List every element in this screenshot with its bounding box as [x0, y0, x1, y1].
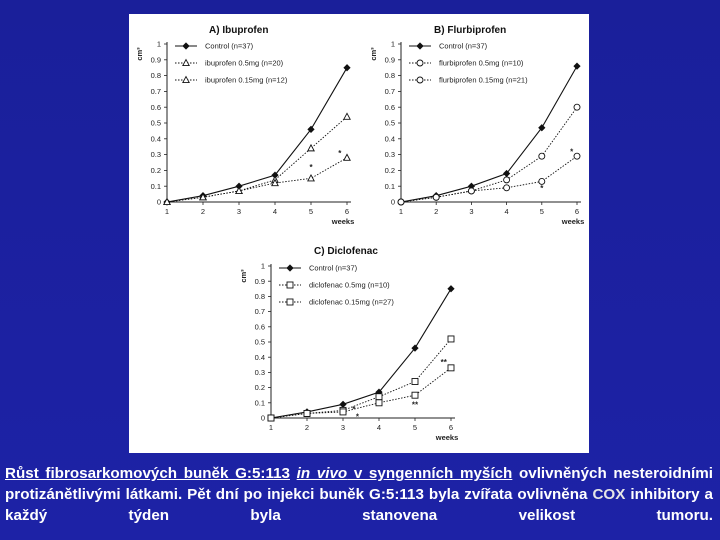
y-axis-label: cm³: [135, 47, 144, 61]
y-tick-label: 0.1: [254, 398, 265, 408]
data-point: [340, 409, 346, 415]
data-point: [433, 194, 439, 200]
significance-mark: **: [411, 400, 419, 410]
legend-marker: [417, 60, 423, 66]
chart-panel-2: [369, 25, 584, 226]
x-tick-label: 4: [272, 207, 278, 216]
series-line-3: [271, 368, 451, 418]
legend-entry: ibuprofen 0.5mg (n=20): [205, 58, 284, 68]
legend-marker: [287, 265, 293, 271]
y-tick-label: 0.3: [150, 150, 161, 160]
x-tick-label: 2: [200, 207, 206, 216]
chart-title: B) Flurbiprofen: [434, 25, 507, 36]
y-tick-label: 0.7: [150, 87, 161, 96]
legend-marker: [287, 282, 293, 288]
caption-part-2: [290, 465, 297, 482]
x-tick-label: 5: [412, 423, 418, 432]
data-point: [344, 154, 350, 160]
data-point: [340, 401, 346, 407]
series-line-3: [167, 158, 347, 202]
x-tick-label: 6: [448, 423, 454, 432]
data-point: [268, 415, 274, 421]
data-point: [468, 188, 474, 194]
data-point: [574, 104, 580, 110]
data-point: [308, 175, 314, 181]
x-tick-label: 1: [268, 423, 274, 432]
caption-part-4: v syngenních myších: [347, 465, 513, 482]
y-tick-label: 0.5: [384, 118, 395, 128]
caption-part-3: in vivo: [296, 465, 348, 482]
chart-title: A) Ibuprofen: [209, 25, 269, 36]
x-axis-label: weeks: [435, 433, 459, 442]
series-line-1: [271, 289, 451, 418]
series-line-3: [401, 156, 577, 202]
x-tick-label: 6: [574, 207, 580, 216]
significance-mark: *: [570, 147, 574, 157]
x-tick-label: 4: [376, 423, 382, 432]
series-line-2: [401, 107, 577, 202]
series-line-1: [401, 66, 577, 202]
caption-part-7: inhibitory a každý týden byla stanovena velikost tumoru.: [5, 486, 713, 524]
y-axis-label: cm³: [239, 269, 248, 283]
data-point: [448, 336, 454, 342]
y-tick-label: 1: [390, 39, 395, 49]
data-point: [376, 400, 382, 406]
y-tick-label: 0: [390, 197, 395, 207]
legend-entry: Control (n=37): [309, 263, 358, 273]
data-point: [308, 145, 314, 151]
chart-title: C) Diclofenac: [314, 246, 378, 257]
y-tick-label: 0.8: [150, 71, 161, 81]
y-tick-label: 0.3: [254, 368, 265, 377]
y-tick-label: 0.6: [254, 322, 265, 332]
legend-marker: [183, 43, 189, 49]
significance-mark: **: [440, 357, 447, 367]
series-line-1: [167, 68, 347, 202]
y-tick-label: 0.6: [150, 102, 161, 112]
y-tick-label: 0: [156, 197, 161, 207]
significance-mark: *: [309, 163, 313, 173]
data-point: [344, 65, 350, 71]
y-tick-label: 0.4: [254, 352, 265, 362]
data-point: [304, 410, 310, 416]
legend-marker: [417, 43, 423, 49]
significance-mark: *: [540, 183, 544, 193]
legend-entry: flurbiprofen 0.15mg (n=21): [439, 75, 528, 85]
data-point: [376, 394, 382, 400]
significance-mark: *: [338, 149, 342, 159]
x-tick-label: 5: [308, 207, 314, 216]
y-tick-label: 0.7: [254, 307, 265, 317]
x-tick-label: 3: [236, 207, 242, 216]
x-tick-label: 1: [398, 207, 404, 216]
significance-mark: *: [355, 412, 359, 422]
series-line-2: [271, 339, 451, 418]
x-tick-label: 3: [469, 207, 474, 216]
y-tick-label: 0.9: [384, 55, 395, 65]
legend-entry: diclofenac 0.5mg (n=10): [309, 280, 390, 290]
data-point: [504, 185, 510, 191]
data-point: [448, 365, 454, 371]
y-tick-label: 0.2: [150, 166, 161, 175]
legend-entry: ibuprofen 0.15mg (n=12): [205, 75, 288, 85]
caption-part-1: Růst fibrosarkomových buněk G:5:113: [5, 465, 290, 482]
x-tick-label: 2: [434, 207, 439, 216]
data-point: [412, 392, 418, 398]
x-axis-label: weeks: [561, 217, 585, 226]
caption-part-5: ovlivněných nesteroidními protizánětlivými látkami. Pět dní po injekci buněk G:5:113 byla zvířata ovlivněna: [5, 465, 713, 503]
y-tick-label: 0.5: [254, 337, 265, 347]
y-tick-label: 0.8: [384, 71, 395, 81]
chart-figure: [129, 14, 589, 453]
data-point: [448, 286, 454, 292]
chart-panel-1: [135, 25, 354, 226]
x-tick-label: 3: [340, 423, 346, 432]
y-tick-label: 0.9: [150, 55, 161, 65]
data-point: [504, 177, 510, 183]
y-tick-label: 0.1: [384, 181, 395, 191]
data-point: [574, 63, 580, 69]
x-axis-label: weeks: [331, 217, 355, 226]
x-tick-label: 1: [164, 207, 170, 216]
y-tick-label: 0.7: [384, 87, 395, 96]
legend-entry: diclofenac 0.15mg (n=27): [309, 297, 394, 307]
chart-panel-3: [239, 246, 458, 442]
y-tick-label: 1: [260, 261, 265, 271]
x-tick-label: 6: [344, 207, 350, 216]
y-tick-label: 0.3: [384, 150, 395, 160]
y-tick-label: 0.8: [254, 292, 265, 301]
legend-marker: [417, 77, 423, 83]
y-tick-label: 0.5: [150, 118, 161, 128]
y-tick-label: 0.4: [384, 134, 395, 144]
data-point: [412, 379, 418, 385]
data-point: [574, 153, 580, 159]
y-tick-label: 0.9: [254, 276, 265, 286]
x-tick-label: 4: [504, 207, 509, 216]
significance-mark: *: [352, 404, 356, 414]
figure-panel: [129, 14, 589, 453]
legend-entry: Control (n=37): [205, 41, 254, 51]
y-axis-label: cm³: [369, 47, 378, 61]
y-tick-label: 0.2: [384, 166, 395, 175]
y-tick-label: 1: [156, 39, 161, 49]
y-tick-label: 0.1: [150, 181, 161, 191]
y-tick-label: 0.6: [384, 102, 395, 112]
data-point: [539, 153, 545, 159]
x-tick-label: 2: [304, 423, 310, 432]
figure-caption: [5, 463, 713, 526]
legend-entry: Control (n=37): [439, 41, 488, 51]
y-tick-label: 0.2: [254, 383, 265, 393]
legend-marker: [287, 299, 293, 305]
y-tick-label: 0.4: [150, 134, 161, 144]
data-point: [398, 199, 404, 205]
data-point: [344, 113, 350, 119]
legend-entry: flurbiprofen 0.5mg (n=10): [439, 58, 524, 68]
x-tick-label: 5: [539, 207, 544, 216]
y-tick-label: 0: [260, 413, 265, 423]
caption-part-6: COX: [592, 486, 626, 503]
series-line-2: [167, 117, 347, 202]
